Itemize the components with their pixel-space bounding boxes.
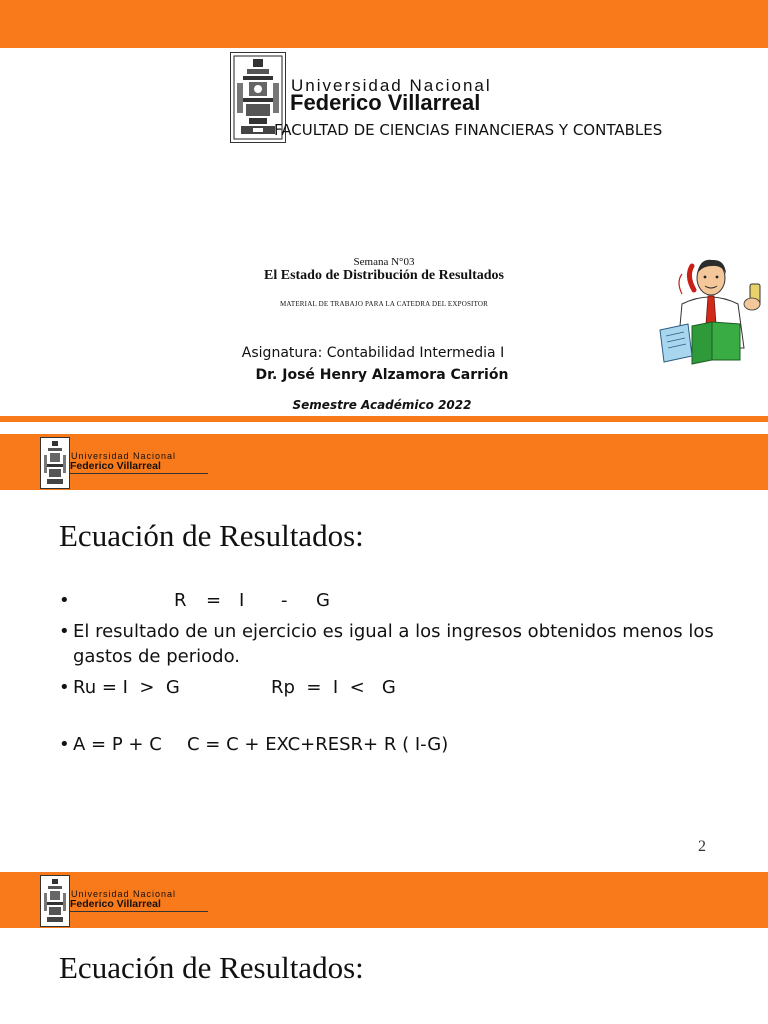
course-name: Asignatura: Contabilidad Intermedia I — [241, 345, 505, 361]
bullet-list — [59, 588, 749, 757]
material-note: MATERIAL DE TRABAJO PARA LA CATEDRA DEL EXPOSITOR — [279, 300, 489, 308]
bullet-definition — [59, 619, 749, 669]
eq-i: I — [239, 590, 245, 611]
university-name-bold: Federico Villarreal — [70, 898, 161, 910]
university-name: Universidad Nacional — [71, 889, 177, 899]
header-divider — [70, 473, 208, 474]
definition-text: El resultado de un ejercicio es igual a los ingresos obtenidos menos los gastos de periodo. — [73, 621, 714, 667]
semester-label: Semestre Académico 2022 — [292, 398, 472, 412]
accounting-equation: A = P + C — [73, 734, 162, 755]
eq-g: G — [316, 590, 330, 611]
eq-r: • R — [174, 590, 187, 611]
week-label: Semana N°03 — [353, 256, 415, 268]
university-crest-logo — [40, 875, 70, 927]
eq-equals: = — [206, 590, 222, 611]
eq-minus: - — [281, 590, 288, 611]
top-orange-band — [0, 0, 768, 48]
university-name-bold: Federico Villarreal — [290, 90, 481, 115]
header-divider — [70, 911, 208, 912]
bullet-accounting-equation — [59, 732, 749, 757]
capital-equation: C = C + EXC+RESR+ R ( I-G) — [187, 734, 449, 755]
profit-condition: Ru = I > G — [73, 677, 180, 698]
bullet-equation — [59, 588, 749, 613]
content-slide-next — [0, 862, 768, 1024]
university-name: Universidad Nacional — [71, 451, 177, 461]
university-name-bold: Federico Villarreal — [70, 460, 161, 472]
slide-title: El Estado de Distribución de Resultados — [264, 268, 504, 283]
bottom-orange-band — [0, 416, 768, 422]
businessman-clipart — [652, 252, 768, 368]
content-slide — [0, 424, 768, 861]
slide-title: Ecuación de Resultados: — [59, 518, 364, 553]
professor-name: Dr. José Henry Alzamora Carrión — [255, 367, 509, 383]
university-crest-logo — [40, 437, 70, 489]
faculty-name: FACULTAD DE CIENCIAS FINANCIERAS Y CONTABLES — [274, 121, 663, 139]
slide-title: Ecuación de Resultados: — [59, 950, 364, 985]
page-number: 2 — [698, 838, 706, 855]
university-name: Universidad Nacional — [291, 76, 492, 95]
loss-condition: Rp = I < G — [271, 677, 396, 698]
bullet-profit-loss — [59, 675, 749, 700]
title-slide — [0, 0, 768, 422]
